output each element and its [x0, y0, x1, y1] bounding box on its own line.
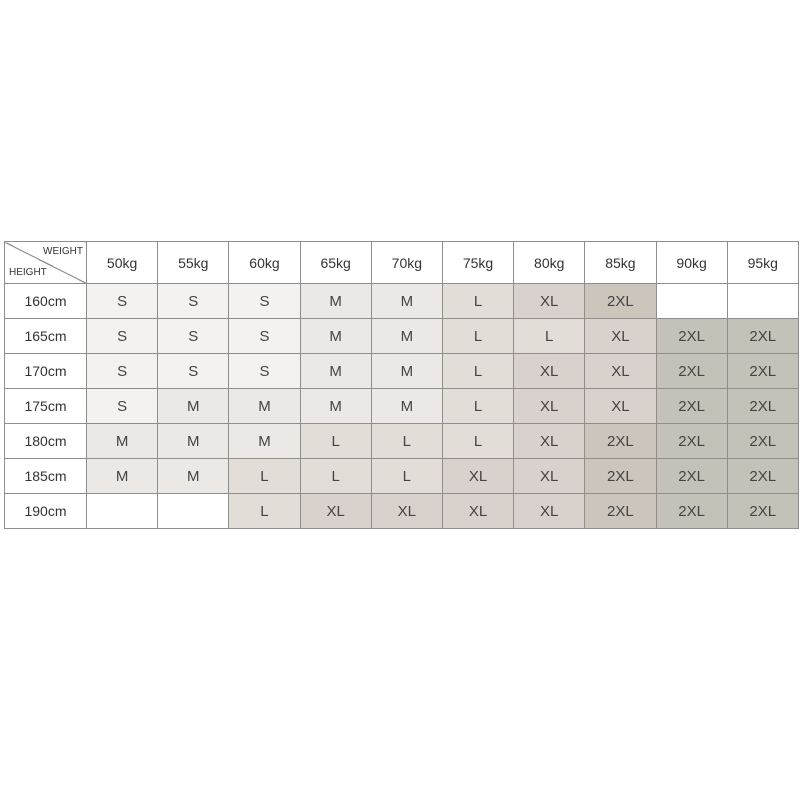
size-cell: 2XL [727, 494, 798, 529]
size-cell: XL [371, 494, 442, 529]
size-cell: XL [514, 389, 585, 424]
size-cell: M [87, 424, 158, 459]
weight-header: 65kg [300, 242, 371, 284]
size-cell: 2XL [656, 319, 727, 354]
size-cell: XL [585, 354, 656, 389]
height-header: 170cm [5, 354, 87, 389]
table-row [5, 284, 799, 319]
header-row [5, 242, 799, 284]
size-cell: 2XL [656, 354, 727, 389]
size-cell: 2XL [656, 494, 727, 529]
size-cell: L [300, 424, 371, 459]
size-cell: M [300, 389, 371, 424]
size-cell: XL [514, 494, 585, 529]
size-cell: S [229, 284, 300, 319]
size-cell: 2XL [727, 319, 798, 354]
weight-header: 70kg [371, 242, 442, 284]
size-cell [656, 284, 727, 319]
table-row [5, 494, 799, 529]
size-cell: 2XL [585, 459, 656, 494]
size-chart-table [4, 241, 799, 529]
size-cell [158, 494, 229, 529]
size-cell: M [300, 319, 371, 354]
size-cell: L [514, 319, 585, 354]
size-cell: XL [585, 389, 656, 424]
size-cell: L [442, 284, 513, 319]
size-cell: M [371, 389, 442, 424]
weight-header: 55kg [158, 242, 229, 284]
height-header: 160cm [5, 284, 87, 319]
size-cell: S [87, 284, 158, 319]
weight-header: 75kg [442, 242, 513, 284]
size-cell: L [442, 424, 513, 459]
size-cell: 2XL [727, 424, 798, 459]
size-cell: L [371, 459, 442, 494]
weight-axis-label: WEIGHT [43, 246, 83, 257]
size-cell: 2XL [727, 459, 798, 494]
table-row [5, 389, 799, 424]
size-cell: S [158, 319, 229, 354]
size-cell: XL [442, 494, 513, 529]
size-cell: M [371, 354, 442, 389]
height-header: 175cm [5, 389, 87, 424]
size-cell: M [158, 389, 229, 424]
table-row [5, 354, 799, 389]
size-cell: XL [585, 319, 656, 354]
size-cell: L [229, 494, 300, 529]
size-cell: XL [514, 459, 585, 494]
size-cell: S [158, 354, 229, 389]
size-cell: 2XL [656, 424, 727, 459]
size-cell: M [229, 424, 300, 459]
size-cell: L [371, 424, 442, 459]
weight-header: 95kg [727, 242, 798, 284]
size-cell: 2XL [727, 354, 798, 389]
height-header: 185cm [5, 459, 87, 494]
size-cell: S [158, 284, 229, 319]
weight-header: 90kg [656, 242, 727, 284]
corner-cell [5, 242, 87, 284]
height-header: 190cm [5, 494, 87, 529]
size-cell: XL [514, 354, 585, 389]
size-cell: 2XL [656, 459, 727, 494]
size-cell: M [158, 459, 229, 494]
size-cell: L [442, 389, 513, 424]
height-axis-label: HEIGHT [9, 267, 47, 278]
weight-header: 60kg [229, 242, 300, 284]
weight-header: 85kg [585, 242, 656, 284]
size-cell: 2XL [656, 389, 727, 424]
size-cell: L [442, 319, 513, 354]
size-cell: S [229, 319, 300, 354]
size-cell: 2XL [585, 494, 656, 529]
height-header: 165cm [5, 319, 87, 354]
size-cell: XL [514, 424, 585, 459]
size-cell: L [300, 459, 371, 494]
size-cell: S [87, 354, 158, 389]
size-cell: M [371, 319, 442, 354]
size-cell: 2XL [585, 424, 656, 459]
size-cell [727, 284, 798, 319]
size-cell: S [87, 319, 158, 354]
size-cell: M [371, 284, 442, 319]
size-cell: XL [300, 494, 371, 529]
size-cell: M [300, 354, 371, 389]
size-cell: M [229, 389, 300, 424]
height-header: 180cm [5, 424, 87, 459]
size-cell: M [87, 459, 158, 494]
weight-header: 50kg [87, 242, 158, 284]
size-cell: M [158, 424, 229, 459]
table-row [5, 424, 799, 459]
table-row [5, 319, 799, 354]
size-cell: XL [442, 459, 513, 494]
size-cell: M [300, 284, 371, 319]
size-cell: S [87, 389, 158, 424]
weight-header: 80kg [514, 242, 585, 284]
size-cell: L [442, 354, 513, 389]
table-row [5, 459, 799, 494]
size-cell [87, 494, 158, 529]
size-cell: S [229, 354, 300, 389]
size-cell: 2XL [727, 389, 798, 424]
size-cell: 2XL [585, 284, 656, 319]
size-cell: L [229, 459, 300, 494]
size-cell: XL [514, 284, 585, 319]
